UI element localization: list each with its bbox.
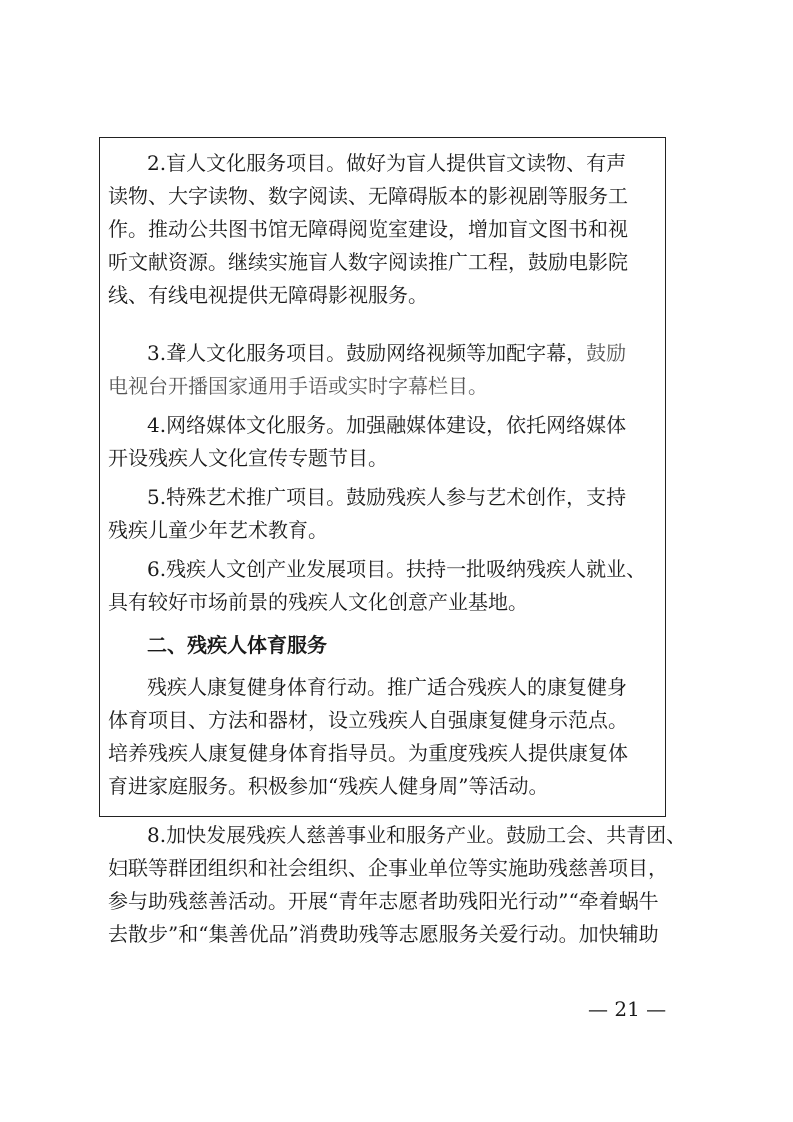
text-line: 妇联等群团组织和社会组织、企事业单位等实施助残慈善项目， bbox=[108, 856, 668, 880]
page-number: — 21 — bbox=[588, 997, 667, 1021]
paragraph-media-services bbox=[147, 415, 626, 448]
text-line: 开设残疾人文化宣传专题节目。 bbox=[108, 446, 388, 470]
paragraph-charity-industry-cont bbox=[108, 858, 668, 957]
text-segment: 3.聋人文化服务项目。鼓励网络视频等加配字幕， bbox=[147, 341, 587, 365]
paragraph-art-promotion-cont bbox=[108, 520, 328, 553]
text-line: 2.盲人文化服务项目。做好为盲人提供盲文读物、有声 bbox=[147, 151, 627, 175]
paragraph-deaf-services-cont bbox=[108, 376, 488, 409]
text-line: 8.加快发展残疾人慈善事业和服务产业。鼓励工会、共青团、 bbox=[147, 823, 687, 847]
text-line: 读物、大字读物、数字阅读、无障碍版本的影视剧等服务工 bbox=[108, 184, 628, 208]
text-line: 残疾人康复健身体育行动。推广适合残疾人的康复健身 bbox=[147, 675, 627, 699]
text-line: 培养残疾人康复健身体育指导员。为重度残疾人提供康复体 bbox=[108, 741, 628, 765]
text-line: 参与助残慈善活动。开展“青年志愿者助残阳光行动”“牵着蜗牛 bbox=[108, 889, 659, 913]
text-line: 线、有线电视提供无障碍影视服务。 bbox=[108, 283, 428, 307]
text-line: 听文献资源。继续实施盲人数字阅读推广工程，鼓励电影院 bbox=[108, 250, 628, 274]
text-segment-gray: 鼓励 bbox=[586, 341, 627, 365]
text-line: 具有较好市场前景的残疾人文化创意产业基地。 bbox=[108, 590, 528, 614]
paragraph-blind-services-cont bbox=[108, 186, 660, 318]
paragraph-creative-industry-cont bbox=[108, 592, 528, 625]
text-line: 育进家庭服务。积极参加“残疾人健身周”等活动。 bbox=[108, 774, 549, 798]
paragraph-deaf-services bbox=[147, 343, 626, 376]
text-line: 去散步”和“集善优品”消费助残等志愿服务关爱行动。加快辅助 bbox=[108, 922, 659, 946]
text-line: 残疾儿童少年艺术教育。 bbox=[108, 518, 328, 542]
text-line bbox=[147, 343, 626, 376]
paragraph-blind-services bbox=[147, 153, 626, 186]
text-line: 6.残疾人文创产业发展项目。扶持一批吸纳残疾人就业、 bbox=[147, 557, 647, 581]
text-line: 5.特殊艺术推广项目。鼓励残疾人参与艺术创作，支持 bbox=[147, 485, 627, 509]
paragraph-art-promotion bbox=[147, 487, 626, 520]
text-line: 作。推动公共图书馆无障碍阅览室建设，增加盲文图书和视 bbox=[108, 217, 628, 241]
paragraph-rehab-fitness-cont bbox=[108, 710, 628, 809]
text-line: 电视台开播国家通用手语或实时字幕栏目。 bbox=[108, 374, 488, 398]
section-heading-sports: 二、残疾人体育服务 bbox=[147, 633, 327, 657]
paragraph-charity-industry bbox=[147, 825, 686, 858]
text-line: 体育项目、方法和器材，设立残疾人自强康复健身示范点。 bbox=[108, 708, 628, 732]
text-line: 4.网络媒体文化服务。加强融媒体建设，依托网络媒体 bbox=[147, 413, 627, 437]
paragraph-rehab-fitness bbox=[147, 677, 627, 710]
paragraph-media-services-cont bbox=[108, 448, 388, 481]
paragraph-creative-industry bbox=[147, 559, 646, 592]
